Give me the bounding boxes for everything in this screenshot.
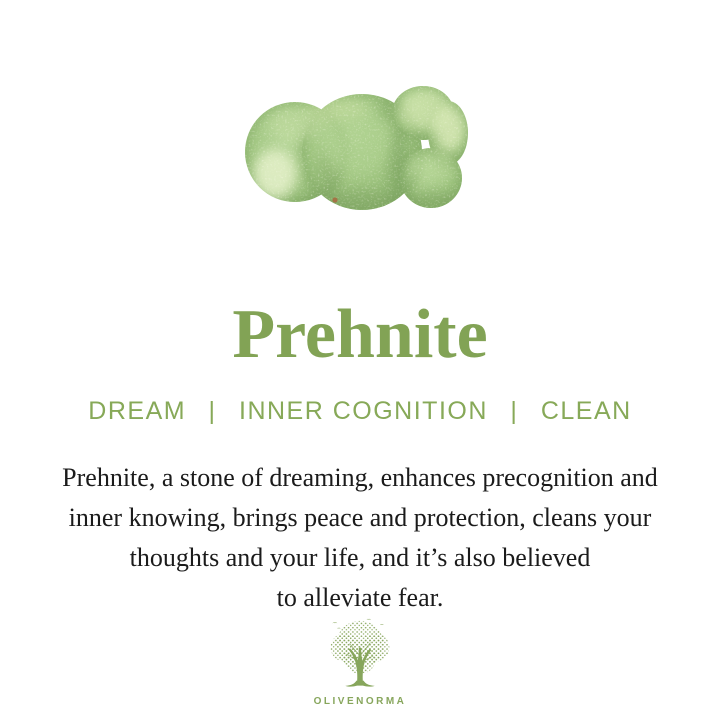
keyword-inner-cognition: INNER COGNITION [239, 397, 488, 425]
description-line-1: Prehnite, a stone of dreaming, enhances precognition and [62, 463, 658, 492]
keyword-separator: | [208, 397, 217, 425]
keyword-separator: | [510, 397, 519, 425]
description-line-4: to alleviate fear. [276, 583, 444, 612]
stone-name-title: Prehnite [232, 296, 488, 373]
brand-logo [0, 618, 720, 708]
prehnite-stone-image [240, 84, 470, 216]
keyword-dream: DREAM [88, 397, 187, 425]
description-line-2: inner knowing, brings peace and protection, cleans your [68, 503, 652, 532]
stone-description [0, 458, 720, 618]
prehnite-stone-graphic [240, 84, 470, 216]
keyword-list [0, 396, 720, 426]
brand-name: OLIVENORMA [313, 696, 407, 707]
olive-tree-icon [322, 618, 398, 692]
keyword-clean: CLEAN [540, 397, 632, 425]
description-line-3: thoughts and your life, and it’s also believed [129, 543, 591, 572]
